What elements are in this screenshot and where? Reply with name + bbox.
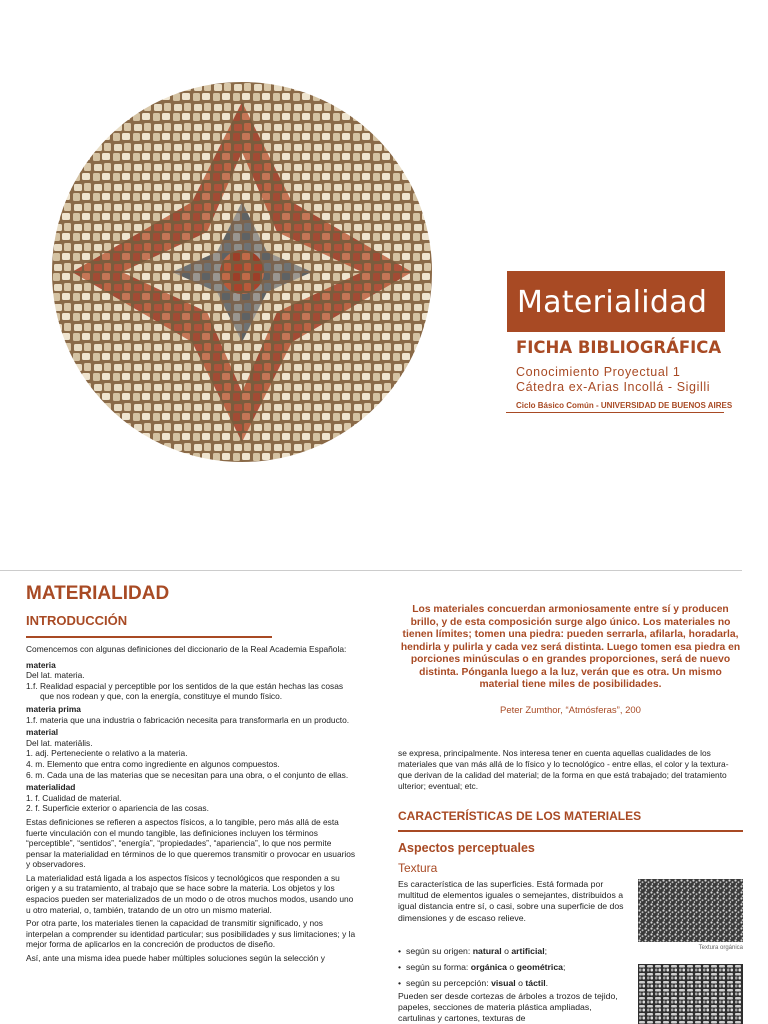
term: materia [26,659,56,670]
epigraph-quote: Los materiales concuerdan armoniosamente entre sí y producen brillo, y de esta composición surge algo único. Los materiales no tienen límites; tomen una piedra: pueden serrarla, afilarla, horadarla, hendirla y pulirla y cada vez será distinta. Luego tomen esa piedra en porciones minúsculas o en grandes proporciones, será de nuevo distinta. Pónganla luego a la luz, verán que es otra. Un mismo material tiene miles de posibilidades. [400,604,741,690]
definition: 2. f. Superficie exterior o apariencia de las cosas. [26,803,209,814]
course-name: Conocimiento Proyectual 1 [516,365,681,379]
term: material [26,727,59,738]
term-origin: Del lat. materia. [26,670,85,681]
section-heading: MATERIALIDAD [26,583,170,604]
definition: 1.f. Realidad espacial y perceptible por los sentidos de la que están hechas las cosas que nos rodean y que, con la energía, constituye el mundo físico. [26,680,344,702]
cover-divider [506,412,724,413]
intro-text: Comencemos con algunas definiciones del diccionario de la Real Academia Española: [26,644,347,654]
paragraph: Así, ante una misma idea puede haber múltiples soluciones según la selección y [26,953,325,964]
organic-texture-image [638,879,743,942]
bullet-list [398,943,630,991]
definition: 1. adj. Perteneciente o relativo a la materia. [26,748,188,759]
paragraph: Por otra parte, los materiales tienen la capacidad de transmitir significado, y nos interpelan a comprender su identidad particular; sus posibilidades y sus limitaciones; y la mejor forma de aplicarlos en la concreción de productos de diseño. [26,918,356,950]
mosaic-image [52,82,432,462]
quote-source: Peter Zumthor, “Atmósferas”, 200 [500,705,641,716]
paragraph: Pueden ser desde cortezas de árboles a trozos de tejido, papeles, secciones de materia plástica ampliadas, cartulinas y cartones, texturas de [398,991,618,1024]
term: materia prima [26,703,81,714]
page-separator [0,570,742,571]
woven-texture-image [638,964,743,1024]
institution: Ciclo Básico Común - UNIVERSIDAD DE BUENOS AIRES [516,401,733,410]
list-item: • según su forma: orgánica o geométrica; [398,959,630,975]
heading-rule [26,636,272,638]
section-subheading: INTRODUCCIÓN [26,613,128,628]
subsection-heading: Aspectos perceptuales [398,841,535,855]
definition: 4. m. Elemento que entra como ingrediente en algunos compuestos. [26,758,280,769]
paragraph: Estas definiciones se refieren a aspectos físicos, a lo tangible, pero más allá de esta fuerte vinculación con el mundo tangible, las definiciones incluyen los términos “perceptible”, “sentidos”, “energía”, “propiedades”, “apariencia”, lo que nos permite pensar la materialidad en términos de lo que queremos transmitir o provocar en usuarios y observadores. [26,816,356,870]
section-heading: CARACTERÍSTICAS DE LOS MATERIALES [398,809,642,823]
paragraph: Es característica de las superficies. Está formada por multitud de elementos iguales o semejantes, distribuidos a igual distancia entre sí, o casi, sobre una superficie de dos dimensiones y de escaso relieve. [398,879,624,923]
list-item: • según su percepción: visual o táctil. [398,975,630,991]
definition: 1. f. Cualidad de material. [26,792,122,803]
document-subtitle: FICHA BIBLIOGRÁFICA [516,338,722,357]
left-column [26,644,356,964]
heading-rule [398,830,743,832]
definition: 6. m. Cada una de las materias que se necesitan para una obra, o el conjunto de ellas. [26,769,349,780]
term: materialidad [26,782,76,793]
list-item: • según su origen: natural o artificial; [398,943,630,959]
document-title: Materialidad [507,271,725,332]
figure-caption: Textura orgánica [698,945,743,951]
definition: 1.f. materia que una industria o fabricación necesita para transformarla en un producto. [26,714,350,725]
term-origin: Del lat. materiālis. [26,737,93,748]
course-chair: Cátedra ex-Arias Incollá - Sigilli [516,380,711,394]
paragraph: La materialidad está ligada a los aspectos físicos y tecnológicos que responden a su origen y a su tratamiento, al trabajo que se hace sobre la materia. Los objetos y los espacios pueden ser materializados de un modo o de otros muchos modos, usando uno u otro material, o, también, tratando de un otro un mismo material. [26,872,354,915]
paragraph: se expresa, principalmente. Nos interesa tener en cuenta aquellas cualidades de los materiales que van más allá de lo físico y lo tecnológico - entre ellas, el color y la textura- que derivan de la calidad del material; de la forma en que está trabajado; del tratamiento ulterior; eventual; etc. [398,748,729,791]
topic-heading: Textura [398,861,438,875]
